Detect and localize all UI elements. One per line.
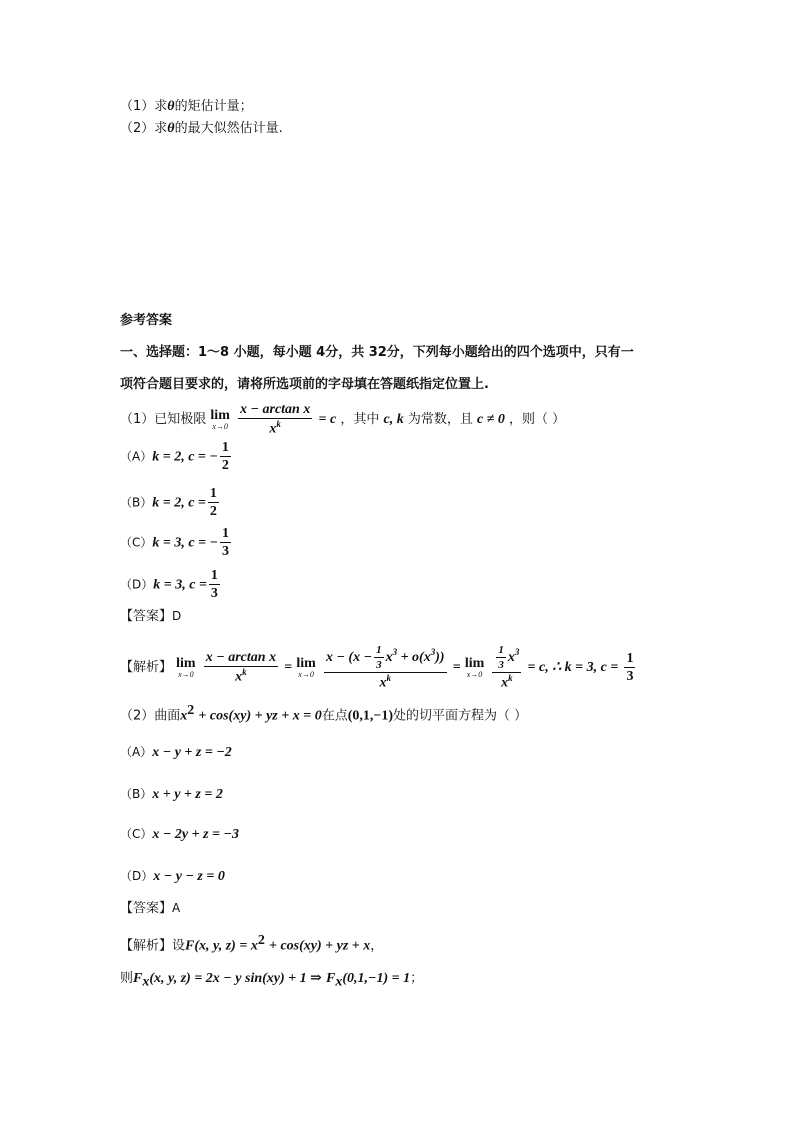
- p2-analysis-line-1: 【解析】设F(x, y, $z) = x^2 + \cos(xy)$ + yz + x，: [120, 933, 384, 954]
- p2-option-a: （A）x − y + z = −2: [120, 745, 232, 760]
- p1-middle2: 为常数，且: [407, 412, 473, 428]
- problem-1-stem: [120, 402, 565, 437]
- q1-prefix: （1）求: [120, 99, 168, 114]
- problem-2-stem: （2）曲面$x^2 + \cos(xy)$ + yz + x = 0在点(0,1,−1)处的切平面方程为（ ）: [120, 703, 528, 724]
- p1-vars: c, k: [383, 412, 404, 428]
- p1-analysis: 【解析】 lim x→0 $\frac{\text{x − arctan x}}{x^k}$ = lim x→0 x − (x − $\frac{1}{3}$ $x^3 + o(x^3)$) $x^k$ = lim x→0 $\frac{1}{3}$ $x^3$ $x^k$ = c, ∴ k = 3, c = $\frac{1}{3}$: [120, 644, 634, 691]
- question-2-line: [120, 122, 283, 136]
- p1-condition: c ≠ 0: [477, 412, 505, 428]
- q2-prefix: （2）求: [120, 121, 168, 136]
- p1-middle: ，其中: [340, 412, 380, 428]
- p2-analysis-line-2: 则$F_x(x$, y, z) = 2x − y sin(xy) + 1 ⇒ $F_x(0,1,-1) = 1$；: [120, 971, 424, 990]
- q1-suffix: 的矩估计量；: [174, 99, 253, 114]
- theta-symbol: θ: [167, 99, 175, 114]
- section-line-2: 项符合题目要求的，请将所选项前的字母填在答题纸指定位置上.: [120, 377, 489, 392]
- p1-option-b: （B）k = 2, c = $\frac{1}{2}$: [120, 486, 217, 520]
- p1-option-d: （D）k = 3, c = $\frac{1}{3}$: [120, 568, 218, 602]
- p1-prefix: （1）已知极限: [120, 412, 207, 428]
- p2-option-d: （D）x − y − z = 0: [120, 869, 225, 884]
- section-line-1: 一、选择题：1～8 小题，每小题 4分，共 32分，下列每小题给出的四个选项中，只有一: [120, 345, 634, 360]
- p2-option-c: （C）x − 2y + z = −3: [120, 827, 239, 842]
- answers-heading: 参考答案: [120, 313, 173, 328]
- q2-suffix: 的最大似然估计量.: [174, 121, 283, 136]
- question-1-line: [120, 100, 253, 114]
- equals-c: = c: [318, 412, 337, 428]
- p1-suffix: ，则（ ）: [509, 412, 566, 428]
- limit-operator: lim x→0: [210, 407, 230, 431]
- p1-option-c: （C）k = 3, c = − $\frac{1}{3}$: [120, 526, 230, 560]
- p2-answer: 【答案】A: [120, 901, 181, 916]
- p1-answer: 【答案】D: [120, 609, 182, 624]
- p1-option-a: （A）k = 2, c = − $\frac{1}{2}$: [120, 440, 229, 474]
- p2-option-b: （B）x + y + z = 2: [120, 787, 223, 802]
- limit-fraction: $\frac{\text{x − arctan x}}{x^k}$: [240, 402, 311, 438]
- theta-symbol: θ: [167, 121, 175, 136]
